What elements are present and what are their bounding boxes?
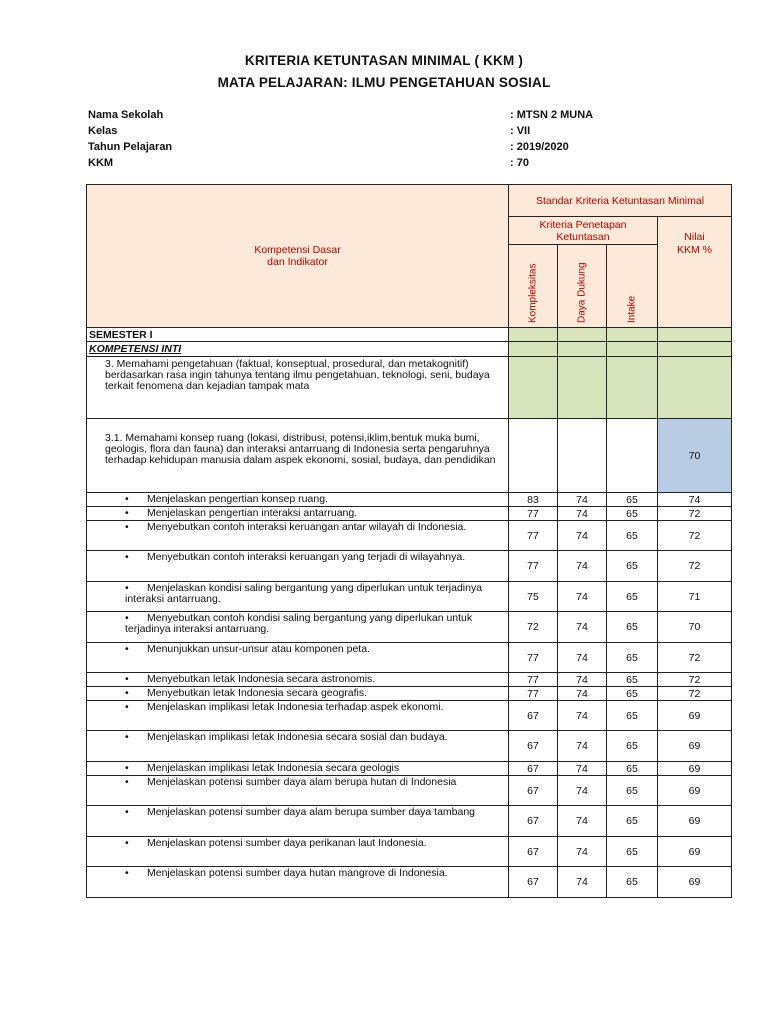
indicator-nilai-value: 74 (658, 493, 732, 507)
indicator-daya-dukung-value: 74 (558, 521, 607, 551)
indicator-nilai-value: 69 (658, 762, 732, 776)
empty-cell (509, 342, 558, 357)
indicator-row (87, 507, 732, 521)
indicator-row (87, 493, 732, 507)
indicator-kompleksitas-value: 72 (509, 612, 558, 643)
empty-cell (607, 328, 658, 342)
document-subtitle: MATA PELAJARAN: ILMU PENGETAHUAN SOSIAL (217, 75, 551, 90)
indicator-text: Menjelaskan potensi sumber daya hutan mangrove di Indonesia. (147, 867, 448, 879)
indicator-row (87, 582, 732, 612)
indicator-text-cell (87, 521, 509, 551)
empty-cell (658, 342, 732, 357)
indicator-daya-dukung-value: 74 (558, 867, 607, 898)
bullet-icon: • (125, 806, 129, 818)
indicator-kompleksitas-value: 67 (509, 776, 558, 806)
kkm-table (86, 184, 732, 898)
indicator-text: Menjelaskan potensi sumber daya perikanan laut Indonesia. (147, 837, 427, 849)
indicator-row (87, 687, 732, 701)
indicator-text: Menunjukkan unsur-unsur atau komponen peta. (147, 643, 370, 655)
indicator-row (87, 551, 732, 582)
indicator-kompleksitas-value: 77 (509, 673, 558, 687)
info-value: : MTSN 2 MUNA (510, 109, 594, 121)
bullet-icon: • (125, 551, 129, 563)
indicator-kompleksitas-value: 67 (509, 731, 558, 762)
indicator-nilai-value: 69 (658, 701, 732, 731)
ki3-text: 3. Memahami pengetahuan (faktual, konseptual, prosedural, dan metakognitif) berdasarkan rasa ingin tahunya tentang ilmu pengetahuan, teknologi, seni, budaya terkait fenomena dan kejadian tampak mata (87, 357, 509, 419)
indicator-daya-dukung-value: 74 (558, 493, 607, 507)
indicator-kompleksitas-value: 67 (509, 701, 558, 731)
indicator-intake-value: 65 (607, 493, 658, 507)
header-nilai (658, 217, 732, 328)
indicator-daya-dukung-value: 74 (558, 731, 607, 762)
indicator-text-cell (87, 701, 509, 731)
indicator-intake-value: 65 (607, 521, 658, 551)
indicator-daya-dukung-value: 74 (558, 687, 607, 701)
header-nilai-line2: KKM % (677, 244, 713, 256)
indicator-nilai-value: 72 (658, 521, 732, 551)
indicator-row (87, 612, 732, 643)
indicator-intake-value: 65 (607, 731, 658, 762)
empty-cell (607, 342, 658, 357)
info-value: : VII (510, 125, 531, 137)
indicator-kompleksitas-value: 67 (509, 837, 558, 867)
indicator-text-cell (87, 776, 509, 806)
indicator-intake-value: 65 (607, 837, 658, 867)
indicator-intake-value: 65 (607, 867, 658, 898)
indicator-text: Menjelaskan pengertian interaksi antarruang. (147, 507, 358, 519)
indicator-kompleksitas-value: 77 (509, 521, 558, 551)
header-kompetensi-dasar (87, 185, 509, 328)
indicator-intake-value: 65 (607, 551, 658, 582)
indicator-kompleksitas-value: 83 (509, 493, 558, 507)
indicator-daya-dukung-value: 74 (558, 701, 607, 731)
indicator-daya-dukung-value: 74 (558, 551, 607, 582)
info-row-year (88, 141, 688, 157)
indicator-text-cell (87, 837, 509, 867)
indicator-row (87, 731, 732, 762)
bullet-icon: • (125, 507, 129, 519)
indicator-intake-value: 65 (607, 687, 658, 701)
indicator-text-cell (87, 612, 509, 643)
document-title: KRITERIA KETUNTASAN MINIMAL ( KKM ) (244, 53, 524, 68)
info-label: Kelas (88, 125, 118, 137)
indicator-intake-value: 65 (607, 762, 658, 776)
indicator-daya-dukung-value: 74 (558, 776, 607, 806)
header-kriteria-line1: Kriteria Penetapan (539, 218, 627, 231)
indicator-intake-value: 65 (607, 701, 658, 731)
header-kompleksitas (509, 245, 558, 328)
indicator-daya-dukung-value: 74 (558, 507, 607, 521)
indicator-row (87, 521, 732, 551)
indicator-daya-dukung-value: 74 (558, 612, 607, 643)
indicator-text-cell (87, 507, 509, 521)
empty-cell (658, 328, 732, 342)
indicator-text: Menjelaskan implikasi letak Indonesia secara geologis (147, 762, 400, 774)
bullet-icon: • (125, 837, 129, 849)
indicator-row (87, 837, 732, 867)
indicator-text: Menjelaskan pengertian konsep ruang. (147, 493, 328, 505)
empty-cell (658, 357, 732, 419)
kd31-text: 3.1. Memahami konsep ruang (lokasi, distribusi, potensi,iklim,bentuk muka bumi, geologis, flora dan fauna) dan interaksi antarruang di Indonesia serta pengaruhnya terhadap kehidupan manusia dalam aspek ekonomi, sosial, budaya, dan pendidikan (87, 419, 509, 493)
indicator-kompleksitas-value: 67 (509, 806, 558, 837)
info-row-class (88, 125, 688, 141)
bullet-icon: • (125, 493, 129, 505)
bullet-icon: • (125, 612, 129, 624)
bullet-icon: • (125, 643, 129, 655)
info-label: KKM (88, 157, 114, 169)
header-kriteria-line2: Ketuntasan (556, 230, 610, 243)
header-standar: Standar Kriteria Ketuntasan Minimal (509, 185, 732, 217)
indicator-text: Menjelaskan implikasi letak Indonesia secara sosial dan budaya. (147, 731, 448, 743)
header-daya-dukung-label: Daya Dukung (576, 262, 588, 323)
info-row-kkm (88, 157, 688, 173)
indicator-nilai-value: 71 (658, 582, 732, 612)
indicator-nilai-value: 69 (658, 806, 732, 837)
indicator-nilai-value: 72 (658, 507, 732, 521)
indicator-text-cell (87, 643, 509, 673)
empty-cell (509, 328, 558, 342)
indicator-daya-dukung-value: 74 (558, 673, 607, 687)
info-label: Nama Sekolah (88, 109, 164, 121)
indicator-text: Menyebutkan letak Indonesia secara geografis. (147, 687, 368, 699)
indicator-text-cell (87, 582, 509, 612)
empty-cell (558, 357, 607, 419)
indicator-nilai-value: 69 (658, 776, 732, 806)
info-value: : 2019/2020 (510, 141, 569, 153)
indicator-row (87, 673, 732, 687)
bullet-icon: • (125, 731, 129, 743)
indicator-row (87, 762, 732, 776)
header-nilai-line1: Nilai (684, 231, 705, 243)
indicator-text: Menjelaskan kondisi saling bergantung yang diperlukan untuk terjadinya interaksi antarruang. (125, 582, 483, 605)
bullet-icon: • (125, 867, 129, 879)
indicator-daya-dukung-value: 74 (558, 806, 607, 837)
indicator-nilai-value: 70 (658, 612, 732, 643)
indicator-kompleksitas-value: 67 (509, 762, 558, 776)
indicator-nilai-value: 69 (658, 837, 732, 867)
indicator-row (87, 643, 732, 673)
indicator-text: Menyebutkan contoh kondisi saling bergantung yang diperlukan untuk terjadinya interaksi antarruang. (125, 612, 473, 635)
indicator-daya-dukung-value: 74 (558, 582, 607, 612)
indicator-nilai-value: 72 (658, 551, 732, 582)
header-kriteria (509, 217, 658, 245)
indicator-kompleksitas-value: 77 (509, 507, 558, 521)
bullet-icon: • (125, 521, 129, 533)
indicator-intake-value: 65 (607, 643, 658, 673)
indicator-text-cell (87, 687, 509, 701)
indicator-text-cell (87, 673, 509, 687)
info-label: Tahun Pelajaran (88, 141, 173, 153)
info-value: : 70 (510, 157, 529, 169)
indicator-text: Menyebutkan contoh interaksi keruangan antar wilayah di Indonesia. (147, 521, 467, 533)
indicator-nilai-value: 69 (658, 867, 732, 898)
empty-cell (607, 419, 658, 493)
bullet-icon: • (125, 687, 129, 699)
indicator-text-cell (87, 551, 509, 582)
bullet-icon: • (125, 582, 129, 594)
indicator-daya-dukung-value: 74 (558, 643, 607, 673)
indicator-text-cell (87, 867, 509, 898)
bullet-icon: • (125, 701, 129, 713)
school-info (88, 109, 688, 173)
indicator-nilai-value: 69 (658, 731, 732, 762)
indicator-row (87, 776, 732, 806)
header-kd-line2: dan Indikator (267, 256, 328, 268)
empty-cell (558, 342, 607, 357)
indicator-kompleksitas-value: 77 (509, 551, 558, 582)
kd31-nilai: 70 (658, 419, 732, 493)
info-row-school (88, 109, 688, 125)
empty-cell (607, 357, 658, 419)
indicator-text-cell (87, 806, 509, 837)
indicator-intake-value: 65 (607, 673, 658, 687)
header-intake (607, 245, 658, 328)
indicator-daya-dukung-value: 74 (558, 762, 607, 776)
empty-cell (509, 357, 558, 419)
indicator-nilai-value: 72 (658, 673, 732, 687)
indicator-nilai-value: 72 (658, 643, 732, 673)
indicator-nilai-value: 72 (658, 687, 732, 701)
empty-cell (558, 328, 607, 342)
indicator-intake-value: 65 (607, 776, 658, 806)
header-daya-dukung (558, 245, 607, 328)
indicator-text: Menyebutkan contoh interaksi keruangan yang terjadi di wilayahnya. (147, 551, 466, 563)
indicator-kompleksitas-value: 77 (509, 687, 558, 701)
indicator-intake-value: 65 (607, 612, 658, 643)
empty-cell (509, 419, 558, 493)
semester-label: SEMESTER I (87, 328, 509, 342)
indicator-row (87, 701, 732, 731)
indicator-text-cell (87, 493, 509, 507)
indicator-text: Menjelaskan potensi sumber daya alam berupa hutan di Indonesia (147, 776, 457, 788)
indicator-intake-value: 65 (607, 582, 658, 612)
indicator-kompleksitas-value: 77 (509, 643, 558, 673)
kompetensi-inti-label: KOMPETENSI INTI (87, 342, 509, 357)
bullet-icon: • (125, 762, 129, 774)
bullet-icon: • (125, 673, 129, 685)
indicator-row (87, 867, 732, 898)
indicator-intake-value: 65 (607, 507, 658, 521)
header-intake-label: Intake (626, 295, 638, 323)
indicator-kompleksitas-value: 75 (509, 582, 558, 612)
indicator-intake-value: 65 (607, 806, 658, 837)
indicator-text-cell (87, 762, 509, 776)
header-kompleksitas-label: Kompleksitas (527, 263, 539, 323)
indicator-kompleksitas-value: 67 (509, 867, 558, 898)
indicator-daya-dukung-value: 74 (558, 837, 607, 867)
indicator-row (87, 806, 732, 837)
empty-cell (558, 419, 607, 493)
indicator-text-cell (87, 731, 509, 762)
header-kd-line1: Kompetensi Dasar (254, 244, 341, 256)
bullet-icon: • (125, 776, 129, 788)
indicator-text: Menyebutkan letak Indonesia secara astronomis. (147, 673, 376, 685)
indicator-text: Menjelaskan potensi sumber daya alam berupa sumber daya tambang (147, 806, 476, 818)
indicator-text: Menjelaskan implikasi letak Indonesia terhadap aspek ekonomi. (147, 701, 444, 713)
